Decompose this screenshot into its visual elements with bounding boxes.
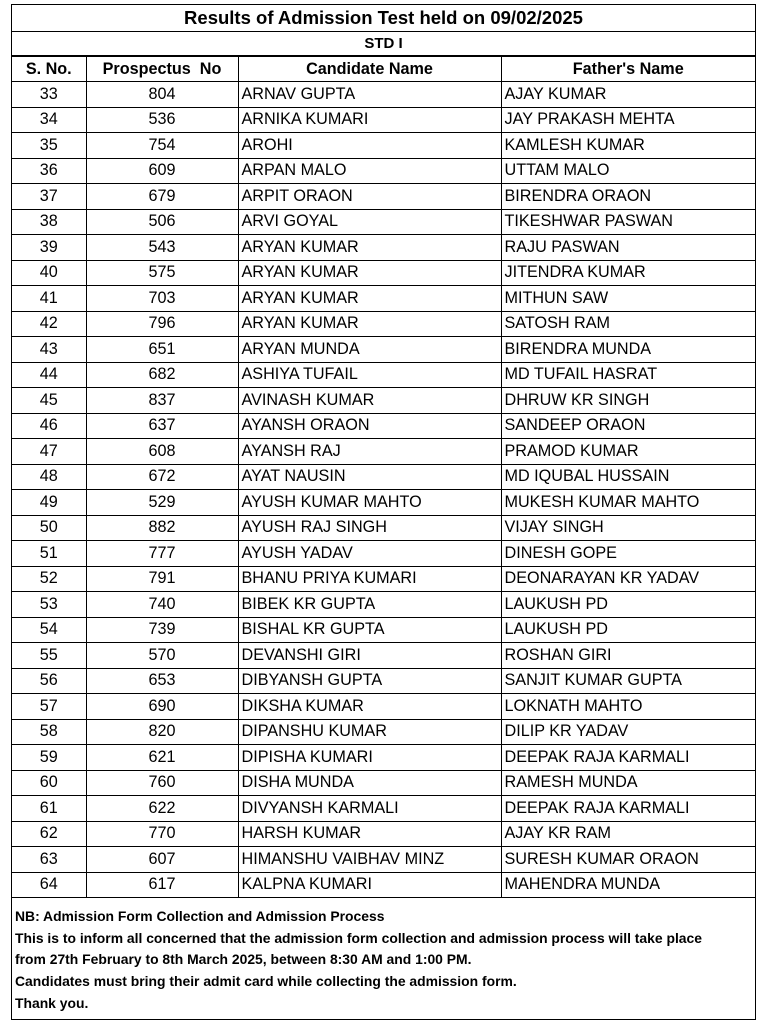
father-name-cell: UTTAM MALO <box>501 158 755 184</box>
serial-number-cell: 44 <box>12 362 86 388</box>
serial-number-cell: 60 <box>12 770 86 796</box>
prospectus-number-cell: 570 <box>86 643 238 669</box>
table-row <box>12 719 755 745</box>
father-name-cell: MD TUFAIL HASRAT <box>501 362 755 388</box>
serial-number-cell: 59 <box>12 745 86 771</box>
candidate-name-cell: ARYAN KUMAR <box>238 260 501 286</box>
candidate-name-cell: AYAT NAUSIN <box>238 464 501 490</box>
table-row <box>12 133 755 159</box>
prospectus-number-cell: 760 <box>86 770 238 796</box>
serial-number-cell: 56 <box>12 668 86 694</box>
candidate-name-cell: AYANSH ORAON <box>238 413 501 439</box>
serial-number-cell: 57 <box>12 694 86 720</box>
candidate-name-cell: ARPAN MALO <box>238 158 501 184</box>
prospectus-number-cell: 672 <box>86 464 238 490</box>
prospectus-number-cell: 506 <box>86 209 238 235</box>
table-row <box>12 821 755 847</box>
candidate-name-cell: HIMANSHU VAIBHAV MINZ <box>238 847 501 873</box>
table-row <box>12 694 755 720</box>
candidate-name-cell: ARNIKA KUMARI <box>238 107 501 133</box>
table-row <box>12 592 755 618</box>
serial-number-cell: 38 <box>12 209 86 235</box>
father-name-cell: ROSHAN GIRI <box>501 643 755 669</box>
table-header-row <box>12 57 755 82</box>
father-name-cell: DILIP KR YADAV <box>501 719 755 745</box>
father-name-cell: JITENDRA KUMAR <box>501 260 755 286</box>
table-row <box>12 388 755 414</box>
prospectus-number-cell: 529 <box>86 490 238 516</box>
father-name-cell: RAMESH MUNDA <box>501 770 755 796</box>
serial-number-cell: 55 <box>12 643 86 669</box>
father-name-cell: LAUKUSH PD <box>501 617 755 643</box>
candidate-name-cell: AYUSH YADAV <box>238 541 501 567</box>
table-row <box>12 260 755 286</box>
father-name-cell: SURESH KUMAR ORAON <box>501 847 755 873</box>
serial-number-cell: 37 <box>12 184 86 210</box>
serial-number-cell: 64 <box>12 872 86 898</box>
table-body <box>12 82 755 898</box>
father-name-cell: MD IQUBAL HUSSAIN <box>501 464 755 490</box>
prospectus-number-cell: 703 <box>86 286 238 312</box>
prospectus-number-cell: 608 <box>86 439 238 465</box>
father-name-cell: DHRUW KR SINGH <box>501 388 755 414</box>
serial-number-cell: 40 <box>12 260 86 286</box>
prospectus-number-cell: 622 <box>86 796 238 822</box>
father-name-cell: AJAY KUMAR <box>501 82 755 108</box>
father-name-cell: RAJU PASWAN <box>501 235 755 261</box>
notice-line: This is to inform all concerned that the admission form collection and admission process will take place <box>15 929 702 946</box>
serial-number-cell: 61 <box>12 796 86 822</box>
results-table <box>12 56 755 898</box>
serial-number-cell: 50 <box>12 515 86 541</box>
serial-number-cell: 62 <box>12 821 86 847</box>
table-row <box>12 872 755 898</box>
column-header-sno: S. No. <box>12 57 86 82</box>
serial-number-cell: 54 <box>12 617 86 643</box>
table-row <box>12 770 755 796</box>
table-row <box>12 541 755 567</box>
father-name-cell: JAY PRAKASH MEHTA <box>501 107 755 133</box>
table-row <box>12 413 755 439</box>
father-name-cell: SANDEEP ORAON <box>501 413 755 439</box>
father-name-cell: AJAY KR RAM <box>501 821 755 847</box>
candidate-name-cell: BIBEK KR GUPTA <box>238 592 501 618</box>
candidate-name-cell: ARNAV GUPTA <box>238 82 501 108</box>
prospectus-number-cell: 777 <box>86 541 238 567</box>
father-name-cell: MITHUN SAW <box>501 286 755 312</box>
notice-heading: NB: Admission Form Collection and Admission Process <box>15 908 385 924</box>
prospectus-number-cell: 617 <box>86 872 238 898</box>
candidate-name-cell: AYANSH RAJ <box>238 439 501 465</box>
notice-line: Candidates must bring their admit card while collecting the admission form. <box>15 973 517 990</box>
serial-number-cell: 36 <box>12 158 86 184</box>
candidate-name-cell: KALPNA KUMARI <box>238 872 501 898</box>
prospectus-number-cell: 882 <box>86 515 238 541</box>
candidate-name-cell: ARYAN KUMAR <box>238 311 501 337</box>
candidate-name-cell: ARVI GOYAL <box>238 209 501 235</box>
candidate-name-cell: DIPANSHU KUMAR <box>238 719 501 745</box>
table-row <box>12 668 755 694</box>
table-row <box>12 158 755 184</box>
serial-number-cell: 45 <box>12 388 86 414</box>
serial-number-cell: 58 <box>12 719 86 745</box>
serial-number-cell: 34 <box>12 107 86 133</box>
table-row <box>12 464 755 490</box>
father-name-cell: MAHENDRA MUNDA <box>501 872 755 898</box>
candidate-name-cell: ARYAN MUNDA <box>238 337 501 363</box>
table-row <box>12 337 755 363</box>
prospectus-number-cell: 575 <box>86 260 238 286</box>
candidate-name-cell: ARPIT ORAON <box>238 184 501 210</box>
candidate-name-cell: AVINASH KUMAR <box>238 388 501 414</box>
prospectus-number-cell: 770 <box>86 821 238 847</box>
prospectus-number-cell: 837 <box>86 388 238 414</box>
candidate-name-cell: DIVYANSH KARMALI <box>238 796 501 822</box>
prospectus-number-cell: 820 <box>86 719 238 745</box>
father-name-cell: BIRENDRA ORAON <box>501 184 755 210</box>
table-row <box>12 490 755 516</box>
prospectus-number-cell: 804 <box>86 82 238 108</box>
serial-number-cell: 35 <box>12 133 86 159</box>
serial-number-cell: 63 <box>12 847 86 873</box>
prospectus-number-cell: 682 <box>86 362 238 388</box>
father-name-cell: KAMLESH KUMAR <box>501 133 755 159</box>
prospectus-number-cell: 796 <box>86 311 238 337</box>
prospectus-number-cell: 739 <box>86 617 238 643</box>
candidate-name-cell: BISHAL KR GUPTA <box>238 617 501 643</box>
table-row <box>12 566 755 592</box>
table-row <box>12 439 755 465</box>
father-name-cell: LAUKUSH PD <box>501 592 755 618</box>
table-row <box>12 617 755 643</box>
table-row <box>12 745 755 771</box>
prospectus-number-cell: 543 <box>86 235 238 261</box>
serial-number-cell: 46 <box>12 413 86 439</box>
candidate-name-cell: HARSH KUMAR <box>238 821 501 847</box>
candidate-name-cell: AROHI <box>238 133 501 159</box>
prospectus-number-cell: 621 <box>86 745 238 771</box>
prospectus-number-cell: 536 <box>86 107 238 133</box>
serial-number-cell: 41 <box>12 286 86 312</box>
candidate-name-cell: BHANU PRIYA KUMARI <box>238 566 501 592</box>
serial-number-cell: 48 <box>12 464 86 490</box>
notice-line: from 27th February to 8th March 2025, between 8:30 AM and 1:00 PM. <box>15 951 472 968</box>
father-name-cell: DEEPAK RAJA KARMALI <box>501 745 755 771</box>
serial-number-cell: 33 <box>12 82 86 108</box>
serial-number-cell: 47 <box>12 439 86 465</box>
serial-number-cell: 39 <box>12 235 86 261</box>
candidate-name-cell: DIBYANSH GUPTA <box>238 668 501 694</box>
candidate-name-cell: DISHA MUNDA <box>238 770 501 796</box>
serial-number-cell: 53 <box>12 592 86 618</box>
candidate-name-cell: ASHIYA TUFAIL <box>238 362 501 388</box>
candidate-name-cell: DEVANSHI GIRI <box>238 643 501 669</box>
table-row <box>12 107 755 133</box>
father-name-cell: LOKNATH MAHTO <box>501 694 755 720</box>
candidate-name-cell: DIPISHA KUMARI <box>238 745 501 771</box>
prospectus-number-cell: 754 <box>86 133 238 159</box>
candidate-name-cell: DIKSHA KUMAR <box>238 694 501 720</box>
table-row <box>12 82 755 108</box>
table-row <box>12 184 755 210</box>
father-name-cell: SATOSH RAM <box>501 311 755 337</box>
father-name-cell: VIJAY SINGH <box>501 515 755 541</box>
table-row <box>12 796 755 822</box>
father-name-cell: MUKESH KUMAR MAHTO <box>501 490 755 516</box>
prospectus-number-cell: 651 <box>86 337 238 363</box>
prospectus-number-cell: 740 <box>86 592 238 618</box>
column-header-prospectus: Prospectus No <box>86 57 238 82</box>
notice-line: Thank you. <box>15 994 89 1011</box>
table-row <box>12 515 755 541</box>
class-heading: STD I <box>12 32 755 56</box>
prospectus-number-cell: 609 <box>86 158 238 184</box>
table-row <box>12 643 755 669</box>
father-name-cell: SANJIT KUMAR GUPTA <box>501 668 755 694</box>
table-row <box>12 209 755 235</box>
candidate-name-cell: AYUSH KUMAR MAHTO <box>238 490 501 516</box>
prospectus-number-cell: 653 <box>86 668 238 694</box>
prospectus-number-cell: 791 <box>86 566 238 592</box>
father-name-cell: TIKESHWAR PASWAN <box>501 209 755 235</box>
page-title: Results of Admission Test held on 09/02/2025 <box>12 5 755 32</box>
father-name-cell: PRAMOD KUMAR <box>501 439 755 465</box>
serial-number-cell: 52 <box>12 566 86 592</box>
candidate-name-cell: AYUSH RAJ SINGH <box>238 515 501 541</box>
serial-number-cell: 49 <box>12 490 86 516</box>
table-row <box>12 286 755 312</box>
serial-number-cell: 51 <box>12 541 86 567</box>
notice <box>12 898 755 1015</box>
table-row <box>12 362 755 388</box>
father-name-cell: BIRENDRA MUNDA <box>501 337 755 363</box>
prospectus-number-cell: 607 <box>86 847 238 873</box>
prospectus-number-cell: 690 <box>86 694 238 720</box>
table-row <box>12 311 755 337</box>
candidate-name-cell: ARYAN KUMAR <box>238 286 501 312</box>
column-header-father: Father's Name <box>501 57 755 82</box>
candidate-name-cell: ARYAN KUMAR <box>238 235 501 261</box>
prospectus-number-cell: 679 <box>86 184 238 210</box>
father-name-cell: DEEPAK RAJA KARMALI <box>501 796 755 822</box>
father-name-cell: DINESH GOPE <box>501 541 755 567</box>
father-name-cell: DEONARAYAN KR YADAV <box>501 566 755 592</box>
prospectus-number-cell: 637 <box>86 413 238 439</box>
table-row <box>12 847 755 873</box>
serial-number-cell: 42 <box>12 311 86 337</box>
results-sheet <box>11 4 756 1020</box>
serial-number-cell: 43 <box>12 337 86 363</box>
column-header-candidate: Candidate Name <box>238 57 501 82</box>
table-row <box>12 235 755 261</box>
